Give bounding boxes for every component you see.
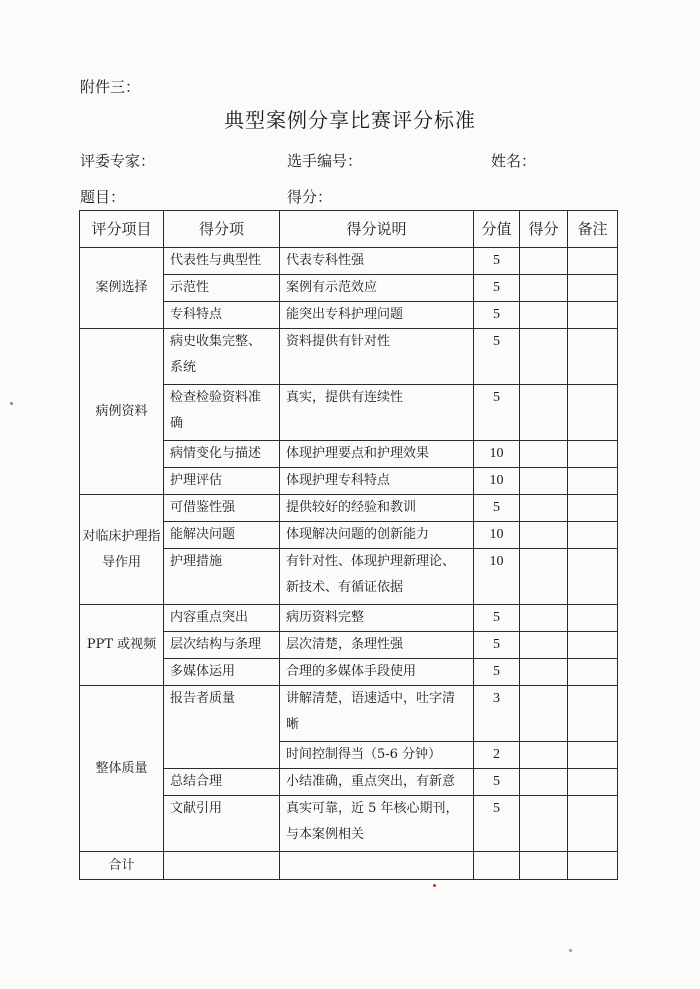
points-cell: 10 bbox=[474, 441, 520, 468]
scoring-table bbox=[79, 210, 618, 880]
topic-label: 题目： bbox=[80, 188, 126, 206]
header-row bbox=[80, 211, 618, 248]
score-input-cell[interactable] bbox=[520, 686, 568, 742]
points-cell: 5 bbox=[474, 302, 520, 329]
total-description-cell bbox=[280, 852, 474, 880]
item-cell: 文献引用 bbox=[164, 796, 280, 852]
item-cell: 示范性 bbox=[164, 275, 280, 302]
header-category: 评分项目 bbox=[80, 211, 164, 248]
score-input-cell[interactable] bbox=[520, 248, 568, 275]
description-cell: 体现护理专科特点 bbox=[280, 468, 474, 495]
item-cell: 总结合理 bbox=[164, 769, 280, 796]
score-label: 得分： bbox=[287, 188, 333, 206]
description-cell: 案例有示范效应 bbox=[280, 275, 474, 302]
score-input-cell[interactable] bbox=[520, 769, 568, 796]
remarks-cell[interactable] bbox=[568, 522, 618, 549]
remarks-cell[interactable] bbox=[568, 468, 618, 495]
points-cell: 3 bbox=[474, 686, 520, 742]
item-cell: 代表性与典型性 bbox=[164, 248, 280, 275]
total-score-cell[interactable] bbox=[520, 852, 568, 880]
points-cell: 5 bbox=[474, 605, 520, 632]
total-label: 合计 bbox=[80, 852, 164, 880]
item-cell: 层次结构与条理 bbox=[164, 632, 280, 659]
table-row bbox=[80, 686, 618, 742]
description-cell: 有针对性、体现护理新理论、新技术、有循证依据 bbox=[280, 549, 474, 605]
header-score: 得分 bbox=[520, 211, 568, 248]
header-remarks: 备注 bbox=[568, 211, 618, 248]
remarks-cell[interactable] bbox=[568, 742, 618, 769]
item-cell: 护理评估 bbox=[164, 468, 280, 495]
description-cell: 合理的多媒体手段使用 bbox=[280, 659, 474, 686]
item-cell: 专科特点 bbox=[164, 302, 280, 329]
category-cell: 对临床护理指导作用 bbox=[80, 495, 164, 605]
remarks-cell[interactable] bbox=[568, 329, 618, 385]
description-cell: 提供较好的经验和教训 bbox=[280, 495, 474, 522]
item-cell: 能解决问题 bbox=[164, 522, 280, 549]
points-cell: 2 bbox=[474, 742, 520, 769]
remarks-cell[interactable] bbox=[568, 248, 618, 275]
header-description: 得分说明 bbox=[280, 211, 474, 248]
points-cell: 5 bbox=[474, 275, 520, 302]
score-input-cell[interactable] bbox=[520, 549, 568, 605]
remarks-cell[interactable] bbox=[568, 275, 618, 302]
total-row bbox=[80, 852, 618, 880]
description-cell: 能突出专科护理问题 bbox=[280, 302, 474, 329]
remarks-cell[interactable] bbox=[568, 769, 618, 796]
appendix-label: 附件三： bbox=[80, 78, 141, 96]
remarks-cell[interactable] bbox=[568, 632, 618, 659]
description-cell: 真实可靠，近 5 年核心期刊，与本案例相关 bbox=[280, 796, 474, 852]
header-item: 得分项 bbox=[164, 211, 280, 248]
table-row bbox=[80, 605, 618, 632]
description-cell: 代表专科性强 bbox=[280, 248, 474, 275]
description-cell: 资料提供有针对性 bbox=[280, 329, 474, 385]
description-cell: 层次清楚，条理性强 bbox=[280, 632, 474, 659]
category-cell: 病例资料 bbox=[80, 329, 164, 495]
score-input-cell[interactable] bbox=[520, 659, 568, 686]
description-cell: 体现护理要点和护理效果 bbox=[280, 441, 474, 468]
category-cell: 整体质量 bbox=[80, 686, 164, 852]
item-cell: 可借鉴性强 bbox=[164, 495, 280, 522]
item-cell: 报告者质量 bbox=[164, 686, 280, 769]
remarks-cell[interactable] bbox=[568, 686, 618, 742]
points-cell: 10 bbox=[474, 522, 520, 549]
score-input-cell[interactable] bbox=[520, 742, 568, 769]
description-cell: 时间控制得当（5-6 分钟） bbox=[280, 742, 474, 769]
remarks-cell[interactable] bbox=[568, 659, 618, 686]
score-input-cell[interactable] bbox=[520, 632, 568, 659]
scan-speck bbox=[433, 884, 436, 887]
remarks-cell[interactable] bbox=[568, 385, 618, 441]
score-input-cell[interactable] bbox=[520, 385, 568, 441]
remarks-cell[interactable] bbox=[568, 302, 618, 329]
score-input-cell[interactable] bbox=[520, 441, 568, 468]
description-cell: 小结准确，重点突出，有新意 bbox=[280, 769, 474, 796]
scan-speck bbox=[569, 949, 572, 952]
points-cell: 5 bbox=[474, 632, 520, 659]
description-cell: 讲解清楚，语速适中，吐字清晰 bbox=[280, 686, 474, 742]
name-label: 姓名： bbox=[491, 152, 537, 170]
score-input-cell[interactable] bbox=[520, 522, 568, 549]
category-cell: 案例选择 bbox=[80, 248, 164, 329]
total-remarks-cell[interactable] bbox=[568, 852, 618, 880]
table-row bbox=[80, 329, 618, 385]
score-input-cell[interactable] bbox=[520, 495, 568, 522]
remarks-cell[interactable] bbox=[568, 549, 618, 605]
score-input-cell[interactable] bbox=[520, 468, 568, 495]
header-points: 分值 bbox=[474, 211, 520, 248]
table-row bbox=[80, 495, 618, 522]
score-input-cell[interactable] bbox=[520, 796, 568, 852]
category-cell: PPT 或视频 bbox=[80, 605, 164, 686]
page-title: 典型案例分享比赛评分标准 bbox=[224, 108, 476, 132]
remarks-cell[interactable] bbox=[568, 441, 618, 468]
table-row bbox=[80, 248, 618, 275]
points-cell: 5 bbox=[474, 495, 520, 522]
points-cell: 5 bbox=[474, 659, 520, 686]
points-cell: 5 bbox=[474, 796, 520, 852]
description-cell: 体现解决问题的创新能力 bbox=[280, 522, 474, 549]
scan-speck bbox=[10, 402, 13, 405]
item-cell: 多媒体运用 bbox=[164, 659, 280, 686]
score-input-cell[interactable] bbox=[520, 605, 568, 632]
score-input-cell[interactable] bbox=[520, 302, 568, 329]
item-cell: 内容重点突出 bbox=[164, 605, 280, 632]
item-cell: 病情变化与描述 bbox=[164, 441, 280, 468]
item-cell: 检查检验资料准确 bbox=[164, 385, 280, 441]
judge-label: 评委专家： bbox=[80, 152, 156, 170]
remarks-cell[interactable] bbox=[568, 796, 618, 852]
points-cell: 5 bbox=[474, 385, 520, 441]
points-cell: 5 bbox=[474, 248, 520, 275]
description-cell: 病历资料完整 bbox=[280, 605, 474, 632]
score-input-cell[interactable] bbox=[520, 275, 568, 302]
remarks-cell[interactable] bbox=[568, 605, 618, 632]
total-points-cell[interactable] bbox=[474, 852, 520, 880]
points-cell: 5 bbox=[474, 329, 520, 385]
points-cell: 10 bbox=[474, 468, 520, 495]
contestant-no-label: 选手编号： bbox=[287, 152, 363, 170]
item-cell: 病史收集完整、系统 bbox=[164, 329, 280, 385]
remarks-cell[interactable] bbox=[568, 495, 618, 522]
total-item-cell bbox=[164, 852, 280, 880]
score-input-cell[interactable] bbox=[520, 329, 568, 385]
points-cell: 10 bbox=[474, 549, 520, 605]
item-cell: 护理措施 bbox=[164, 549, 280, 605]
points-cell: 5 bbox=[474, 769, 520, 796]
description-cell: 真实，提供有连续性 bbox=[280, 385, 474, 441]
